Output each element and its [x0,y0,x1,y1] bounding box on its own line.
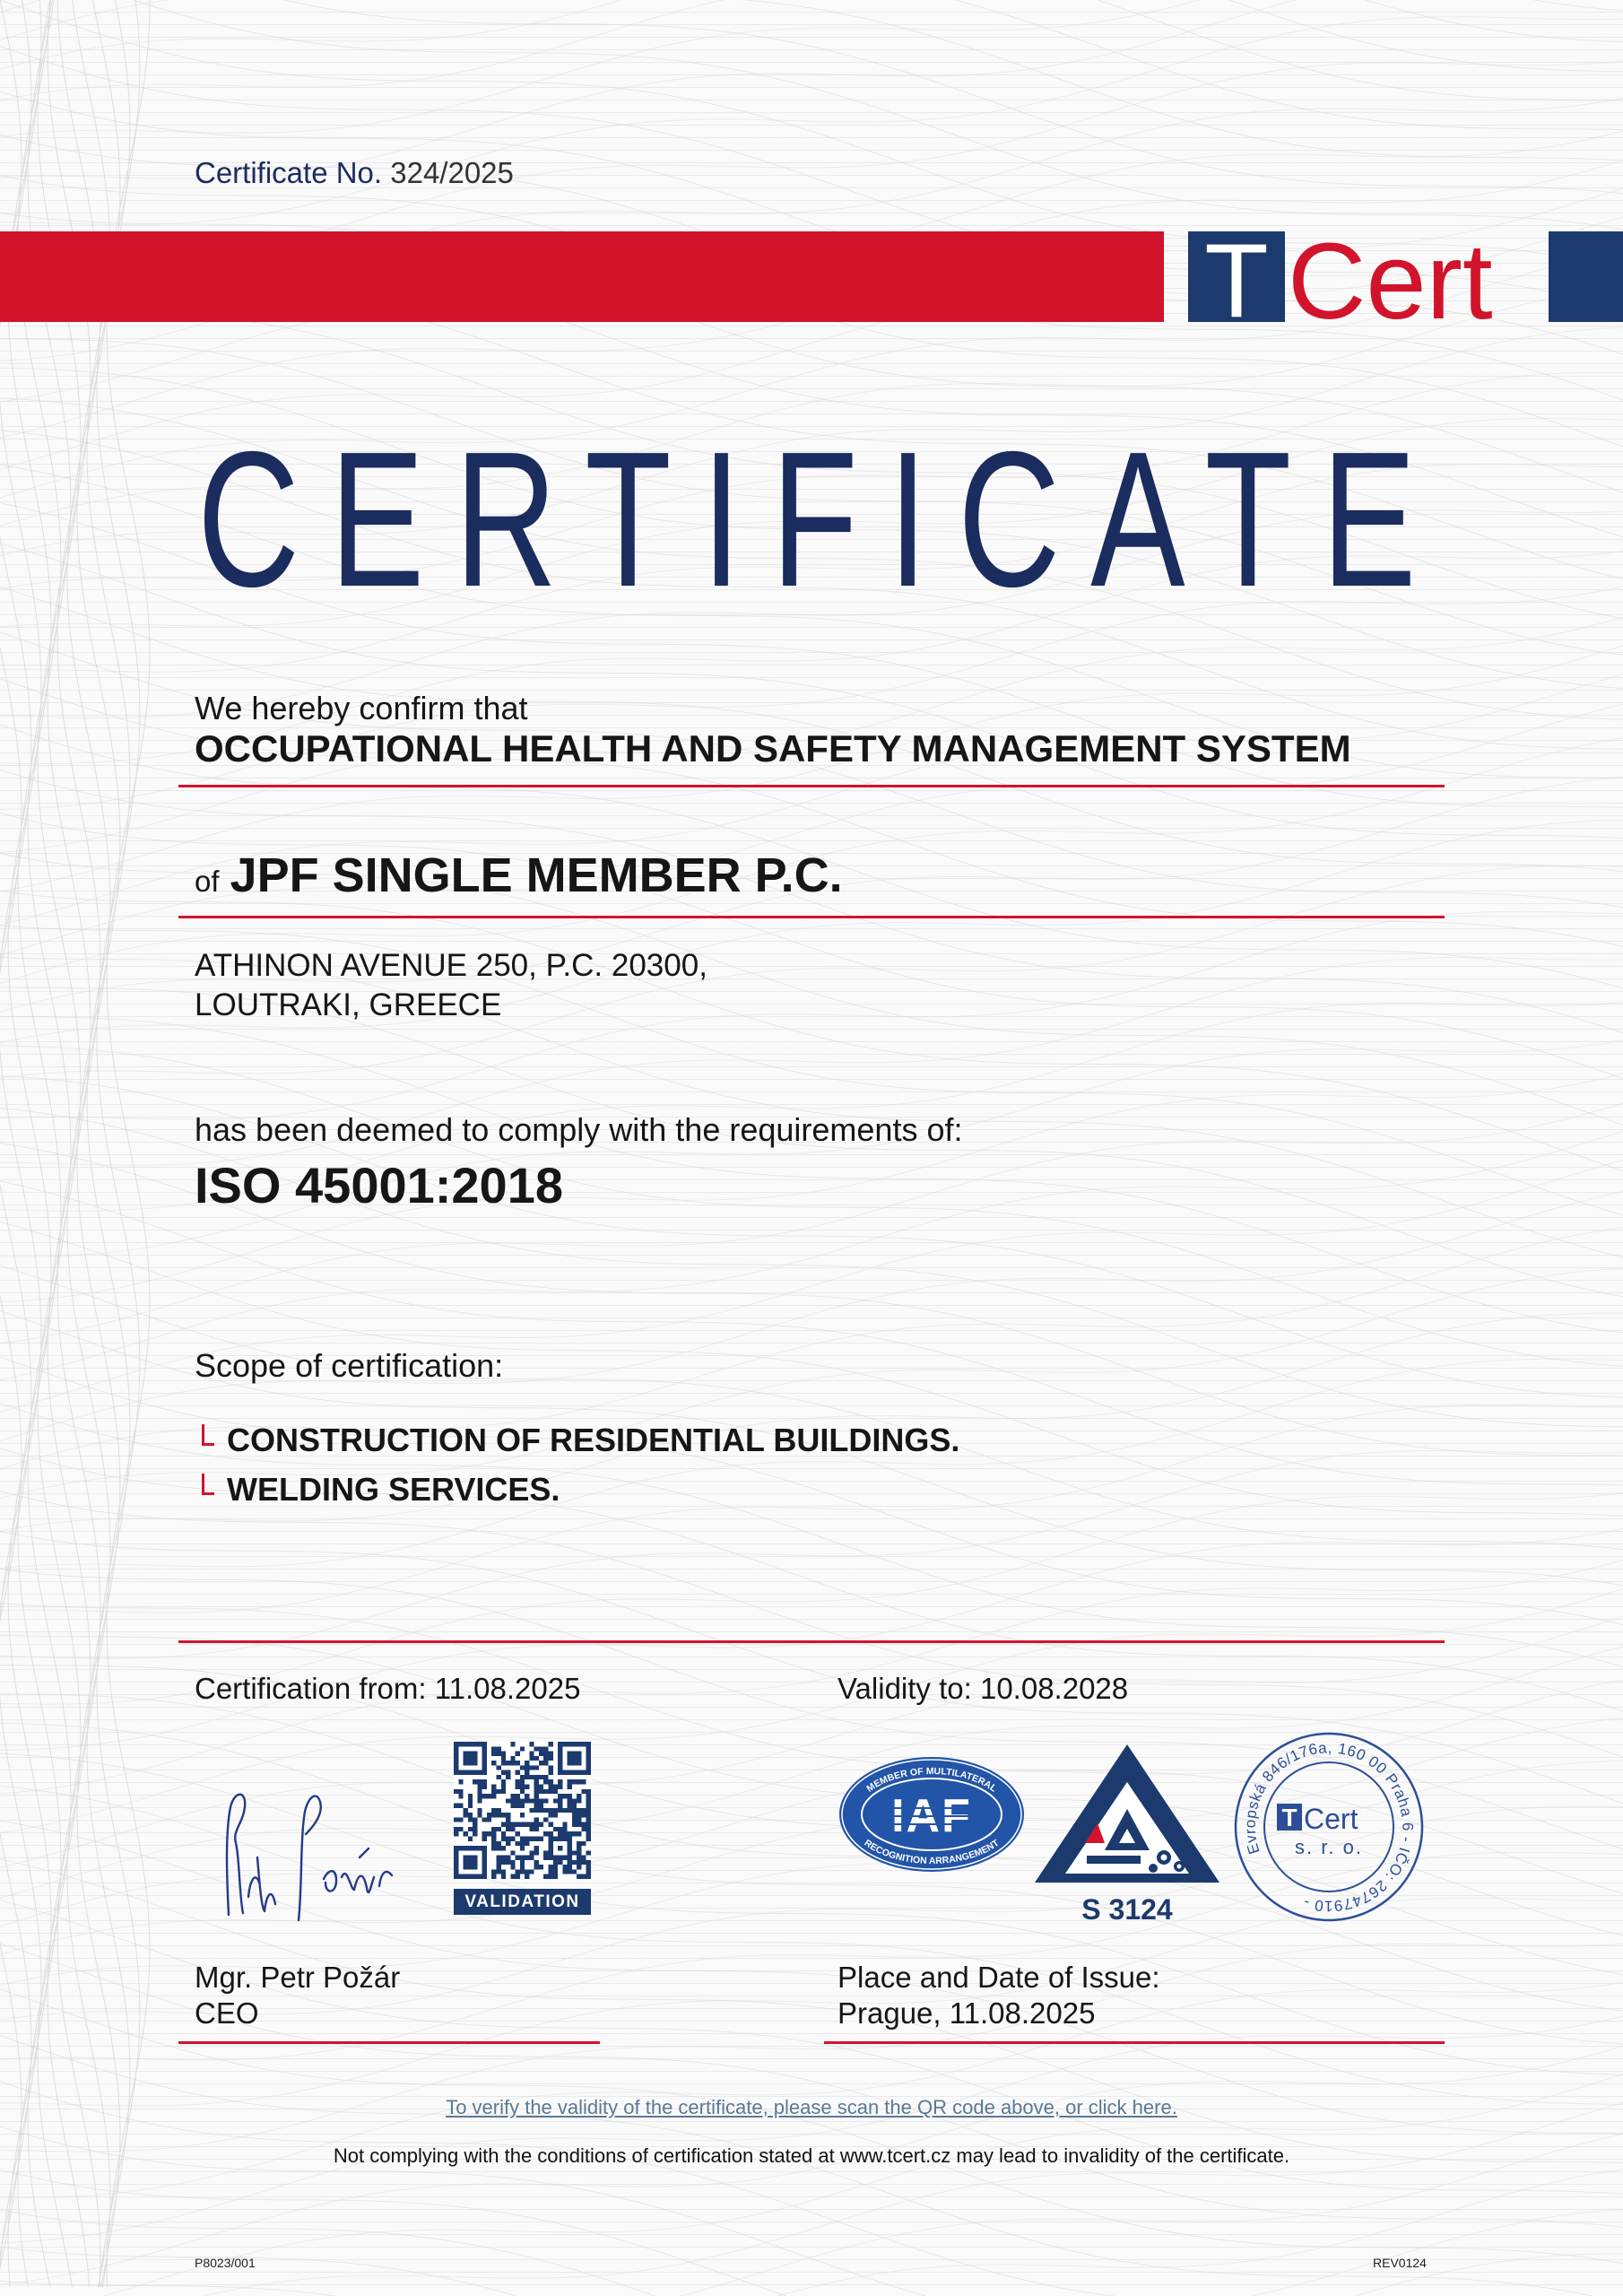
scope-label: Scope of certification: [195,1347,504,1384]
signatory-role: CEO [195,1996,259,2030]
tcert-logo-t: T [1188,231,1285,322]
certification-notice: Not complying with the conditions of certification stated at www.tcert.cz may lead to invalidity of the certificate. [333,2144,1290,2167]
iaf-mark: IAF [891,1790,972,1842]
organization-name-line [195,848,843,902]
tcert-logo-cert: Cert [1288,220,1493,342]
signature-divider [178,2041,600,2044]
scope-item: CONSTRUCTION OF RESIDENTIAL BUILDINGS. [227,1422,960,1458]
issue-divider [824,2041,1445,2044]
cia-accreditation-logo [1033,1743,1221,1886]
compliance-text: has been deemed to comply with the requirements of: [195,1111,963,1148]
management-system: OCCUPATIONAL HEALTH AND SAFETY MANAGEMENT SYSTEM [195,727,1351,770]
certificate-number-value: 324/2025 [390,156,514,189]
signatory-name: Mgr. Petr Požár [195,1961,401,1994]
validation-qr-code [454,1742,591,1879]
standard-name: ISO 45001:2018 [195,1157,563,1213]
intro-text: We hereby confirm that [195,690,528,726]
header-red-bar [0,231,1164,322]
certificate-title-text: CERTIFICATE [197,430,1447,601]
iaf-logo [838,1756,1025,1873]
stamp-ring-text: Evropská 846/176a, 160 00 Praha 6 - IČO: 26747910 - [1241,1739,1417,1915]
certification-from-date: 11.08.2025 [434,1672,581,1705]
validity-to-date: 10.08.2028 [979,1672,1129,1705]
organization-prefix: of [195,865,220,898]
divider [178,916,1445,918]
address-line: LOUTRAKI, GREECE [195,987,502,1022]
stamp-logo-cert: Cert [1304,1803,1358,1835]
scope-bullet [202,1474,214,1495]
validation-label: VALIDATION [454,1889,591,1915]
header-blue-bar [1549,231,1623,322]
certificate-number [195,158,514,187]
stamp-logo-t: T [1281,1804,1298,1831]
divider [178,1640,1445,1643]
certificate-number-label: Certificate No. [195,156,383,189]
form-code: P8023/001 [195,2256,256,2270]
organization-name: JPF SINGLE MEMBER P.C. [230,848,843,902]
organization-address [195,946,707,1025]
certificate-title [197,430,1471,601]
verify-link[interactable]: To verify the validity of the certificate, please scan the QR code above, or click here. [446,2096,1177,2118]
address-line: ATHINON AVENUE 250, P.C. 20300, [195,948,707,983]
iaf-ring-bottom: RECOGNITION ARRANGEMENT [862,1837,1002,1867]
issue-place-date: Prague, 11.08.2025 [838,1996,1096,2030]
certification-from [195,1674,580,1703]
validity-to-label: Validity to: [838,1672,972,1705]
revision-code: REV0124 [1373,2256,1427,2270]
divider [178,785,1445,787]
certification-from-label: Certification from: [195,1672,427,1705]
issue-info [838,1960,1160,2031]
validity-to [838,1674,1128,1703]
iaf-ring-top: MEMBER OF MULTILATERAL [864,1765,999,1795]
signatory [195,1960,400,2031]
issue-label: Place and Date of Issue: [838,1961,1160,1994]
scope-bullet [202,1424,214,1446]
scope-item: WELDING SERVICES. [227,1471,560,1508]
cia-accreditation-number: S 3124 [1081,1893,1173,1926]
verify-line [0,2098,1623,2118]
ceo-signature [216,1771,400,1922]
company-stamp [1232,1730,1426,1924]
stamp-legal-form: s. r. o. [1295,1836,1363,1858]
